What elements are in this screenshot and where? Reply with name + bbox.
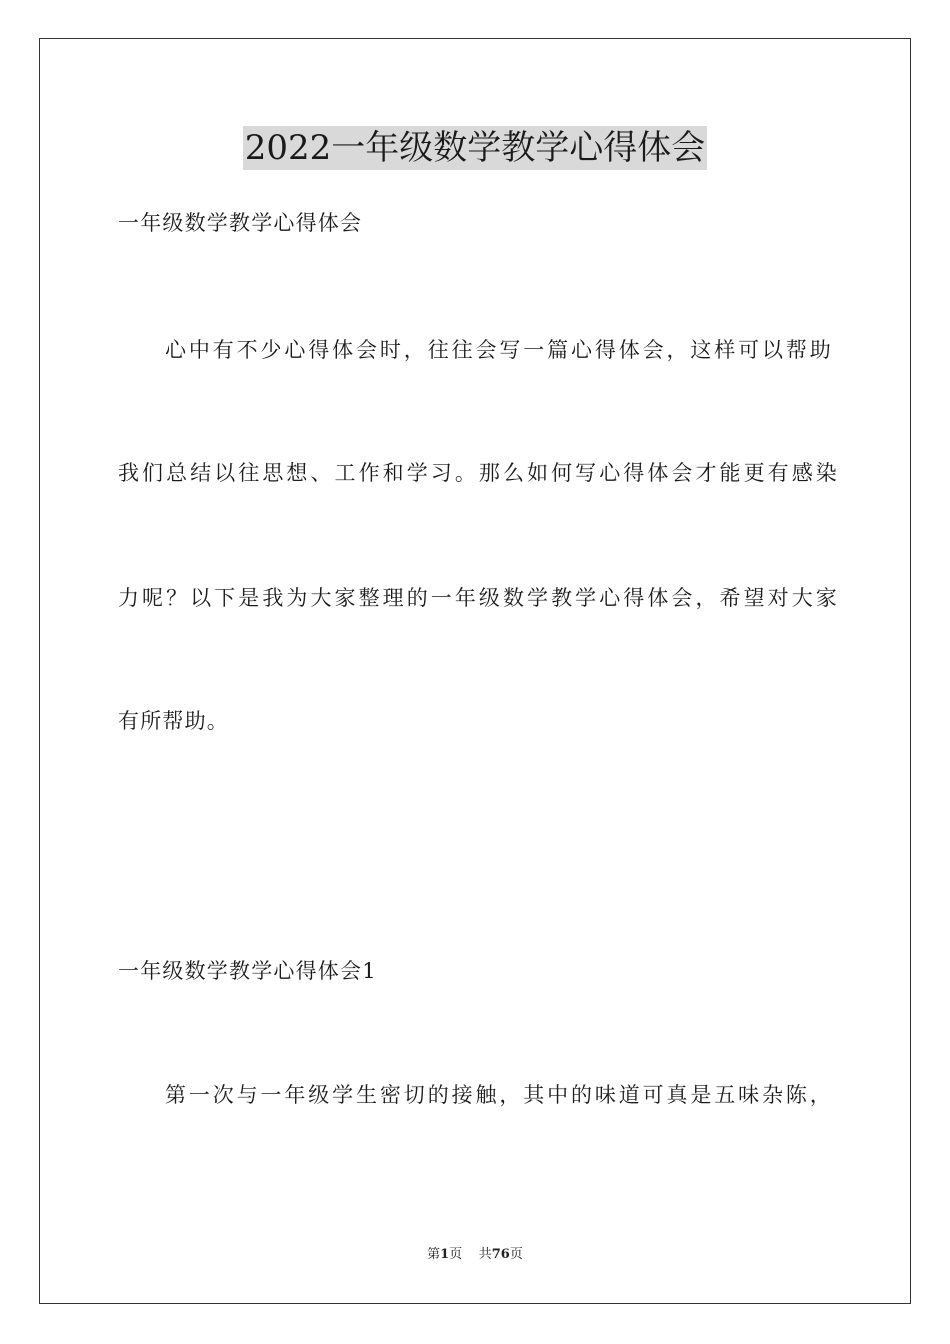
document-title: 2022一年级数学教学心得体会 bbox=[244, 128, 706, 168]
paragraph-line: 有所帮助。 bbox=[118, 709, 229, 733]
footer-total-suffix: 页 bbox=[509, 1247, 523, 1262]
footer-page-prefix: 第 bbox=[427, 1247, 441, 1262]
document-subtitle: 一年级数学教学心得体会 bbox=[118, 211, 363, 235]
paragraph-line: 我们总结以往思想、工作和学习。那么如何写心得体会才能更有感染 bbox=[118, 461, 838, 485]
title-wrap bbox=[0, 126, 950, 170]
paragraph-line: 心中有不少心得体会时，往往会写一篇心得体会，这样可以帮助 bbox=[165, 338, 832, 362]
footer-page-number: 1 bbox=[440, 1247, 450, 1262]
footer-page-suffix: 页 bbox=[449, 1247, 463, 1262]
page-footer bbox=[0, 1246, 950, 1264]
paragraph-line: 第一次与一年级学生密切的接触，其中的味道可真是五味杂陈， bbox=[165, 1083, 832, 1107]
footer-total-prefix: 共 bbox=[478, 1247, 492, 1262]
paragraph-line: 力呢？以下是我为大家整理的一年级数学教学心得体会，希望对大家 bbox=[118, 586, 838, 610]
footer-total-pages: 76 bbox=[491, 1247, 510, 1262]
section-heading: 一年级数学教学心得体会1 bbox=[118, 959, 377, 983]
